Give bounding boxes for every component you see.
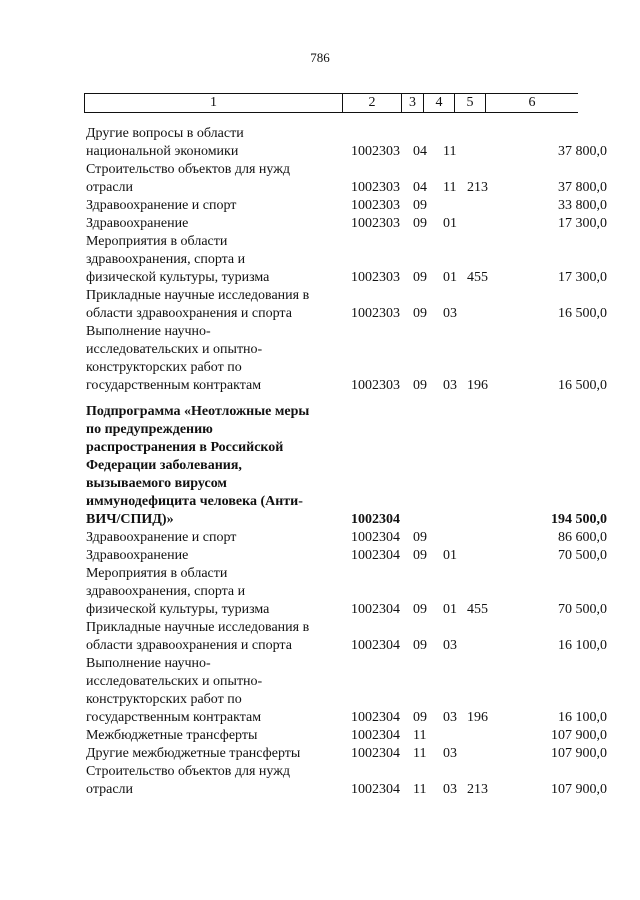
row-name-line: Здравоохранение: [86, 548, 189, 563]
row-name: [86, 619, 341, 655]
row-amount: 70 500,0: [558, 548, 607, 563]
row-code: 1002304: [351, 782, 400, 797]
row-name-line: Здравоохранение и спорт: [86, 198, 237, 213]
row-name-line: Строительство объектов для нужд: [86, 764, 291, 779]
row-section: 11: [413, 782, 427, 797]
row-expense-type: 213: [467, 180, 488, 195]
row-subsection: 01: [443, 270, 457, 285]
row-name: [86, 763, 341, 799]
header-col-4: 4: [424, 94, 455, 113]
row-name-line: Здравоохранение и спорт: [86, 530, 237, 545]
row-code: 1002303: [351, 180, 400, 195]
row-name-line: иммунодефицита человека (Анти-: [86, 494, 303, 509]
row-code: 1002304: [351, 512, 400, 527]
row-subsection: 01: [443, 216, 457, 231]
table-row: [0, 547, 640, 565]
table-row: [0, 197, 640, 215]
row-name: [86, 745, 341, 763]
row-name-line: Выполнение научно-: [86, 656, 211, 671]
row-section: 04: [413, 144, 427, 159]
row-section: 09: [413, 710, 427, 725]
row-name-line: Прикладные научные исследования в: [86, 288, 310, 303]
row-name: [86, 529, 341, 547]
row-section: 11: [413, 728, 427, 743]
header-col-6: 6: [486, 94, 579, 113]
row-section: 09: [413, 548, 427, 563]
row-amount: 16 100,0: [558, 710, 607, 725]
row-name-line: области здравоохранения и спорта: [86, 638, 292, 653]
row-name: [86, 547, 341, 565]
table-row: [0, 619, 640, 655]
row-name-line: отрасли: [86, 782, 134, 797]
table-row: [0, 161, 640, 197]
row-subsection: 03: [443, 746, 457, 761]
row-name: [86, 727, 341, 745]
row-name: [86, 403, 341, 529]
row-code: 1002303: [351, 198, 400, 213]
row-subsection: 03: [443, 638, 457, 653]
row-amount: 37 800,0: [558, 180, 607, 195]
row-amount: 17 300,0: [558, 216, 607, 231]
row-name-line: здравоохранения, спорта и: [86, 252, 246, 267]
row-name-line: конструкторских работ по: [86, 692, 242, 707]
row-expense-type: 196: [467, 378, 488, 393]
row-amount: 86 600,0: [558, 530, 607, 545]
page-number: 786: [310, 50, 330, 65]
row-subsection: 03: [443, 378, 457, 393]
row-amount: 107 900,0: [551, 746, 607, 761]
row-code: 1002304: [351, 530, 400, 545]
row-name-line: Другие межбюджетные трансферты: [86, 746, 301, 761]
row-section: 09: [413, 198, 427, 213]
row-section: 09: [413, 602, 427, 617]
table-row: [0, 727, 640, 745]
table-row: [0, 233, 640, 287]
row-code: 1002303: [351, 378, 400, 393]
header-col-2: 2: [343, 94, 402, 113]
row-amount: 17 300,0: [558, 270, 607, 285]
row-name-line: Прикладные научные исследования в: [86, 620, 310, 635]
row-code: 1002304: [351, 638, 400, 653]
row-name-line: Здравоохранение: [86, 216, 189, 231]
row-name: [86, 125, 341, 161]
row-name-line: Федерации заболевания,: [86, 458, 242, 473]
row-expense-type: 196: [467, 710, 488, 725]
row-name: [86, 215, 341, 233]
row-name-line: Межбюджетные трансферты: [86, 728, 258, 743]
table-row: [0, 529, 640, 547]
row-amount: 107 900,0: [551, 782, 607, 797]
row-code: 1002303: [351, 306, 400, 321]
row-name-line: Мероприятия в области: [86, 566, 228, 581]
row-name: [86, 287, 341, 323]
row-amount: 16 100,0: [558, 638, 607, 653]
row-name-line: исследовательских и опытно-: [86, 674, 263, 689]
row-subsection: 03: [443, 710, 457, 725]
row-section: 11: [413, 746, 427, 761]
row-name-line: исследовательских и опытно-: [86, 342, 263, 357]
header-col-5: 5: [455, 94, 486, 113]
row-amount: 107 900,0: [551, 728, 607, 743]
table-row: [0, 745, 640, 763]
table-row: [0, 287, 640, 323]
row-name-line: государственным контрактам: [86, 710, 262, 725]
row-expense-type: 213: [467, 782, 488, 797]
row-code: 1002303: [351, 144, 400, 159]
table-row: [0, 125, 640, 161]
row-section: 09: [413, 270, 427, 285]
row-name-line: распространения в Российской: [86, 440, 284, 455]
row-name-line: ВИЧ/СПИД)»: [86, 512, 174, 527]
row-code: 1002304: [351, 728, 400, 743]
row-name: [86, 323, 341, 395]
row-name: [86, 161, 341, 197]
row-name: [86, 565, 341, 619]
row-name-line: вызываемого вирусом: [86, 476, 227, 491]
row-section: 09: [413, 216, 427, 231]
row-name-line: Мероприятия в области: [86, 234, 228, 249]
row-amount: 33 800,0: [558, 198, 607, 213]
table-row: [0, 655, 640, 727]
row-name-line: физической культуры, туризма: [86, 270, 270, 285]
row-code: 1002303: [351, 216, 400, 231]
row-subsection: 03: [443, 306, 457, 321]
row-expense-type: 455: [467, 270, 488, 285]
row-name-line: государственным контрактам: [86, 378, 262, 393]
row-code: 1002303: [351, 270, 400, 285]
row-section: 09: [413, 378, 427, 393]
row-subsection: 01: [443, 602, 457, 617]
row-name-line: области здравоохранения и спорта: [86, 306, 292, 321]
row-section: 09: [413, 638, 427, 653]
row-name: [86, 197, 341, 215]
row-subsection: 01: [443, 548, 457, 563]
table-row: [0, 763, 640, 799]
row-expense-type: 455: [467, 602, 488, 617]
row-name-line: Другие вопросы в области: [86, 126, 244, 141]
row-amount: 194 500,0: [551, 512, 607, 527]
row-name-line: по предупреждению: [86, 422, 213, 437]
row-subsection: 03: [443, 782, 457, 797]
table-row: [0, 215, 640, 233]
row-section: 04: [413, 180, 427, 195]
row-subsection: 11: [443, 180, 457, 195]
header-col-3: 3: [402, 94, 424, 113]
table-body: [0, 125, 640, 799]
table-row: [0, 565, 640, 619]
header-col-1: 1: [85, 94, 343, 113]
row-amount: 16 500,0: [558, 378, 607, 393]
row-code: 1002304: [351, 710, 400, 725]
row-name-line: отрасли: [86, 180, 134, 195]
row-name-line: национальной экономики: [86, 144, 239, 159]
row-name-line: Строительство объектов для нужд: [86, 162, 291, 177]
row-amount: 16 500,0: [558, 306, 607, 321]
row-code: 1002304: [351, 746, 400, 761]
row-code: 1002304: [351, 548, 400, 563]
row-name-line: Выполнение научно-: [86, 324, 211, 339]
row-subsection: 11: [443, 144, 457, 159]
row-section: 09: [413, 530, 427, 545]
table-row: [0, 323, 640, 395]
table-header: [84, 93, 578, 113]
row-code: 1002304: [351, 602, 400, 617]
row-amount: 70 500,0: [558, 602, 607, 617]
row-section: 09: [413, 306, 427, 321]
table-row: [0, 403, 640, 529]
row-name: [86, 233, 341, 287]
row-amount: 37 800,0: [558, 144, 607, 159]
row-name-line: здравоохранения, спорта и: [86, 584, 246, 599]
row-name: [86, 655, 341, 727]
row-name-line: Подпрограмма «Неотложные меры: [86, 404, 310, 419]
row-name-line: физической культуры, туризма: [86, 602, 270, 617]
row-name-line: конструкторских работ по: [86, 360, 242, 375]
